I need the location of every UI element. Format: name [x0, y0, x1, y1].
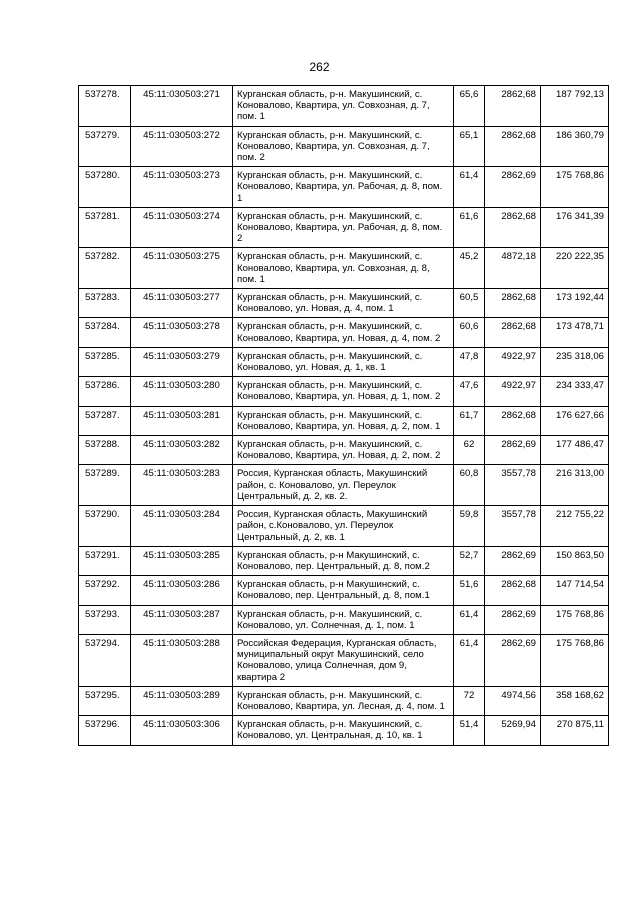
area-cell: 47,6	[454, 377, 485, 406]
row-number-cell: 537296.	[79, 716, 131, 745]
total-value-cell: 173 192,44	[541, 289, 609, 318]
unit-value-cell: 4872,18	[485, 248, 541, 289]
cadastral-number-cell: 45:11:030503:278	[131, 318, 233, 347]
cadastral-number-cell: 45:11:030503:271	[131, 86, 233, 127]
unit-value-cell: 2862,68	[485, 318, 541, 347]
address-cell: Курганская область, р-н. Макушинский, с. Коновалово, ул. Центральная, д. 10, кв. 1	[233, 716, 454, 745]
unit-value-cell: 4974,56	[485, 686, 541, 715]
address-cell: Курганская область, р-н. Макушинский, с. Коновалово, Квартира, ул. Лесная, д. 4, пом. 1	[233, 686, 454, 715]
total-value-cell: 270 875,11	[541, 716, 609, 745]
address-cell: Курганская область, р-н. Макушинский, с. Коновалово, ул. Новая, д. 1, кв. 1	[233, 347, 454, 376]
unit-value-cell: 2862,69	[485, 436, 541, 465]
unit-value-cell: 2862,68	[485, 406, 541, 435]
table-row	[79, 465, 609, 506]
area-cell: 61,6	[454, 207, 485, 248]
row-number-cell: 537291.	[79, 546, 131, 575]
unit-value-cell: 2862,69	[485, 634, 541, 686]
cadastral-number-cell: 45:11:030503:287	[131, 605, 233, 634]
area-cell: 51,6	[454, 576, 485, 605]
total-value-cell: 176 341,39	[541, 207, 609, 248]
table-row	[79, 126, 609, 167]
area-cell: 61,4	[454, 634, 485, 686]
unit-value-cell: 2862,68	[485, 289, 541, 318]
table-row	[79, 716, 609, 745]
table-row	[79, 546, 609, 575]
cadastral-number-cell: 45:11:030503:306	[131, 716, 233, 745]
row-number-cell: 537288.	[79, 436, 131, 465]
table-row	[79, 436, 609, 465]
row-number-cell: 537280.	[79, 167, 131, 208]
table-row	[79, 634, 609, 686]
address-cell: Россия, Курганская область, Макушинский район, с.Коновалово, ул. Переулок Центральный, д. 2, кв. 1	[233, 506, 454, 547]
address-cell: Курганская область, р-н. Макушинский, с. Коновалово, Квартира, ул. Новая, д. 2, пом. 1	[233, 406, 454, 435]
total-value-cell: 147 714,54	[541, 576, 609, 605]
address-cell: Курганская область, р-н. Макушинский, с. Коновалово, Квартира, ул. Новая, д. 4, пом. 2	[233, 318, 454, 347]
unit-value-cell: 4922,97	[485, 377, 541, 406]
area-cell: 65,1	[454, 126, 485, 167]
row-number-cell: 537295.	[79, 686, 131, 715]
cadastral-number-cell: 45:11:030503:284	[131, 506, 233, 547]
table-row	[79, 318, 609, 347]
table-row	[79, 377, 609, 406]
area-cell: 61,4	[454, 605, 485, 634]
total-value-cell: 220 222,35	[541, 248, 609, 289]
area-cell: 47,8	[454, 347, 485, 376]
table-row	[79, 289, 609, 318]
address-cell: Курганская область, р-н. Макушинский, с. Коновалово, Квартира, ул. Новая, д. 1, пом. 2	[233, 377, 454, 406]
table-row	[79, 506, 609, 547]
cadastral-number-cell: 45:11:030503:275	[131, 248, 233, 289]
cadastral-number-cell: 45:11:030503:289	[131, 686, 233, 715]
address-cell: Курганская область, р-н. Макушинский, с. Коновалово, ул. Новая, д. 4, пом. 1	[233, 289, 454, 318]
address-cell: Курганская область, р-н. Макушинский, с. Коновалово, Квартира, ул. Рабочая, д. 8, пом. 1	[233, 167, 454, 208]
total-value-cell: 150 863,50	[541, 546, 609, 575]
unit-value-cell: 3557,78	[485, 465, 541, 506]
property-table	[78, 85, 609, 746]
area-cell: 51,4	[454, 716, 485, 745]
row-number-cell: 537283.	[79, 289, 131, 318]
row-number-cell: 537281.	[79, 207, 131, 248]
address-cell: Курганская область, р-н. Макушинский, с. Коновалово, Квартира, ул. Новая, д. 2, пом. 2	[233, 436, 454, 465]
total-value-cell: 235 318,06	[541, 347, 609, 376]
unit-value-cell: 4922,97	[485, 347, 541, 376]
row-number-cell: 537293.	[79, 605, 131, 634]
unit-value-cell: 2862,68	[485, 207, 541, 248]
address-cell: Российская Федерация, Курганская область, муниципальный округ Макушинский, село Коновалово, улица Солнечная, дом 9, квартира 2	[233, 634, 454, 686]
cadastral-number-cell: 45:11:030503:282	[131, 436, 233, 465]
page-number: 262	[309, 60, 330, 74]
unit-value-cell: 2862,69	[485, 167, 541, 208]
area-cell: 61,4	[454, 167, 485, 208]
total-value-cell: 175 768,86	[541, 605, 609, 634]
address-cell: Курганская область, р-н. Макушинский, с. Коновалово, Квартира, ул. Совхозная, д. 7, пом. 2	[233, 126, 454, 167]
table-row	[79, 207, 609, 248]
cadastral-number-cell: 45:11:030503:274	[131, 207, 233, 248]
cadastral-number-cell: 45:11:030503:288	[131, 634, 233, 686]
address-cell: Курганская область, р-н. Макушинский, с. Коновалово, ул. Солнечная, д. 1, пом. 1	[233, 605, 454, 634]
address-cell: Курганская область, р-н Макушинский, с. Коновалово, пер. Центральный, д. 8, пом.2	[233, 546, 454, 575]
cadastral-number-cell: 45:11:030503:280	[131, 377, 233, 406]
unit-value-cell: 2862,68	[485, 576, 541, 605]
area-cell: 61,7	[454, 406, 485, 435]
cadastral-number-cell: 45:11:030503:277	[131, 289, 233, 318]
row-number-cell: 537278.	[79, 86, 131, 127]
row-number-cell: 537292.	[79, 576, 131, 605]
total-value-cell: 173 478,71	[541, 318, 609, 347]
row-number-cell: 537290.	[79, 506, 131, 547]
table-row	[79, 167, 609, 208]
row-number-cell: 537289.	[79, 465, 131, 506]
table-row	[79, 686, 609, 715]
cadastral-number-cell: 45:11:030503:286	[131, 576, 233, 605]
address-cell: Курганская область, р-н. Макушинский, с. Коновалово, Квартира, ул. Совхозная, д. 8, пом. 1	[233, 248, 454, 289]
total-value-cell: 177 486,47	[541, 436, 609, 465]
area-cell: 60,5	[454, 289, 485, 318]
area-cell: 62	[454, 436, 485, 465]
unit-value-cell: 2862,69	[485, 605, 541, 634]
address-cell: Курганская область, р-н Макушинский, с. Коновалово, пер. Центральный, д. 8, пом.1	[233, 576, 454, 605]
table-body	[79, 86, 609, 746]
row-number-cell: 537294.	[79, 634, 131, 686]
cadastral-number-cell: 45:11:030503:279	[131, 347, 233, 376]
unit-value-cell: 3557,78	[485, 506, 541, 547]
total-value-cell: 176 627,66	[541, 406, 609, 435]
area-cell: 65,6	[454, 86, 485, 127]
cadastral-number-cell: 45:11:030503:273	[131, 167, 233, 208]
unit-value-cell: 2862,68	[485, 86, 541, 127]
table-row	[79, 406, 609, 435]
total-value-cell: 216 313,00	[541, 465, 609, 506]
total-value-cell: 358 168,62	[541, 686, 609, 715]
total-value-cell: 186 360,79	[541, 126, 609, 167]
table-row	[79, 347, 609, 376]
area-cell: 60,6	[454, 318, 485, 347]
row-number-cell: 537279.	[79, 126, 131, 167]
area-cell: 45,2	[454, 248, 485, 289]
area-cell: 72	[454, 686, 485, 715]
row-number-cell: 537284.	[79, 318, 131, 347]
total-value-cell: 212 755,22	[541, 506, 609, 547]
table-row	[79, 86, 609, 127]
table-row	[79, 605, 609, 634]
table-row	[79, 576, 609, 605]
unit-value-cell: 2862,68	[485, 126, 541, 167]
area-cell: 59,8	[454, 506, 485, 547]
address-cell: Россия, Курганская область, Макушинский район, с. Коновалово, ул. Переулок Центральный, д. 2, кв. 2.	[233, 465, 454, 506]
address-cell: Курганская область, р-н. Макушинский, с. Коновалово, Квартира, ул. Рабочая, д. 8, пом. 2	[233, 207, 454, 248]
cadastral-number-cell: 45:11:030503:283	[131, 465, 233, 506]
unit-value-cell: 2862,69	[485, 546, 541, 575]
area-cell: 60,8	[454, 465, 485, 506]
total-value-cell: 175 768,86	[541, 167, 609, 208]
unit-value-cell: 5269,94	[485, 716, 541, 745]
total-value-cell: 234 333,47	[541, 377, 609, 406]
cadastral-number-cell: 45:11:030503:285	[131, 546, 233, 575]
row-number-cell: 537285.	[79, 347, 131, 376]
row-number-cell: 537282.	[79, 248, 131, 289]
cadastral-number-cell: 45:11:030503:272	[131, 126, 233, 167]
table-row	[79, 248, 609, 289]
cadastral-number-cell: 45:11:030503:281	[131, 406, 233, 435]
row-number-cell: 537286.	[79, 377, 131, 406]
total-value-cell: 187 792,13	[541, 86, 609, 127]
total-value-cell: 175 768,86	[541, 634, 609, 686]
area-cell: 52,7	[454, 546, 485, 575]
row-number-cell: 537287.	[79, 406, 131, 435]
address-cell: Курганская область, р-н. Макушинский, с. Коновалово, Квартира, ул. Совхозная, д. 7, пом. 1	[233, 86, 454, 127]
